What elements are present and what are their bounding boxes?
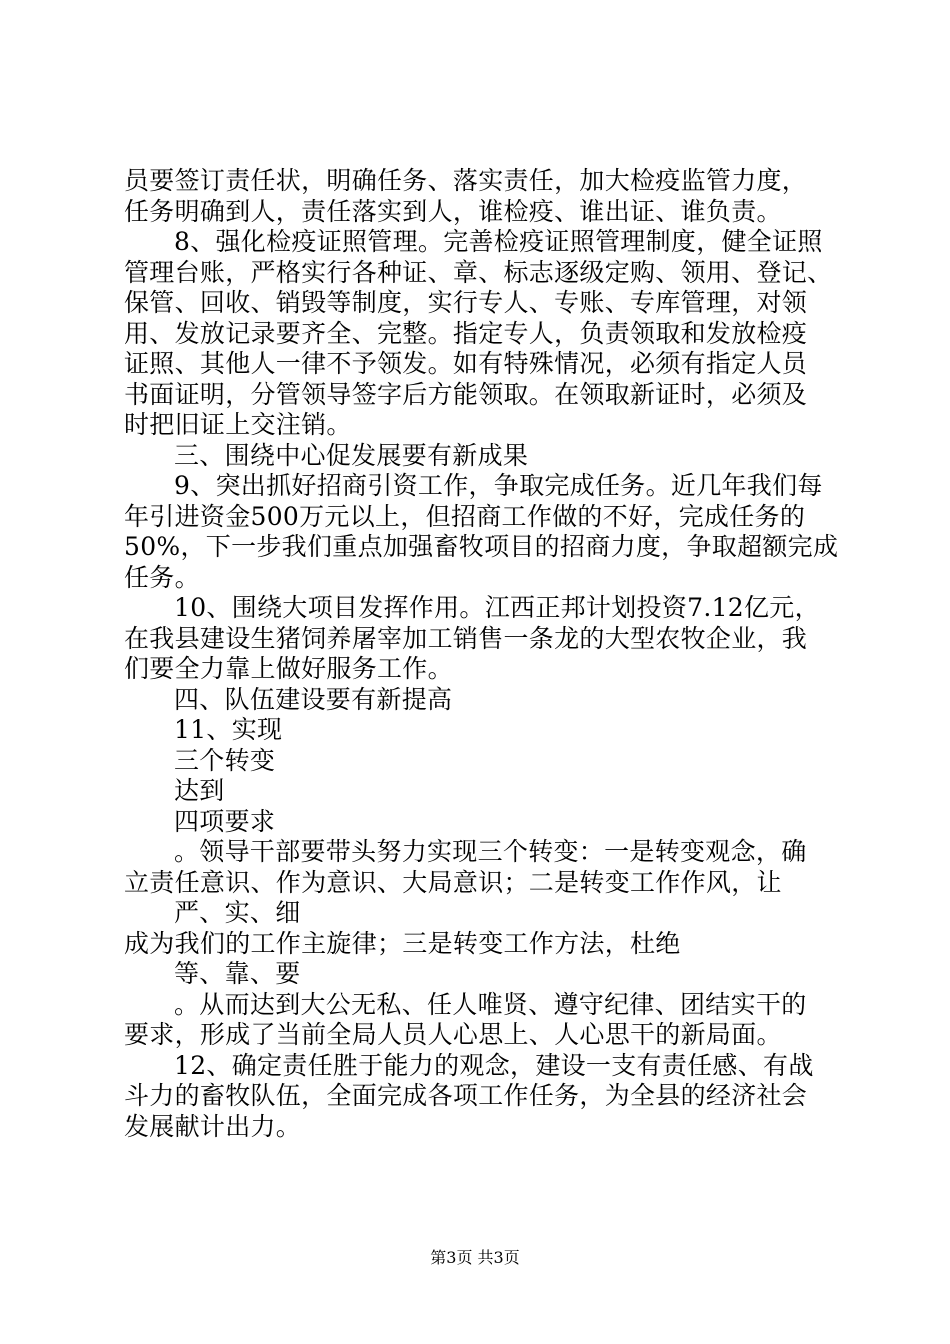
text-line: 三、围绕中心促发展要有新成果 — [174, 440, 529, 470]
text-line: 等、靠、要 — [174, 959, 301, 988]
text-line: 50%，下一步我们重点加强畜牧项目的招商力度，争取超额完成 — [124, 532, 839, 561]
text-line: 任务。 — [124, 562, 200, 592]
text-line: 用、发放记录要齐全、完整。指定专人，负责领取和发放检疫 — [124, 318, 808, 348]
text-line: 证照、其他人一律不予领发。如有特殊情况，必须有指定人员 — [124, 349, 808, 378]
text-line: 严、实、细 — [174, 898, 301, 927]
page-footer: 第3页 共3页 — [430, 1248, 520, 1267]
text-line: 四项要求 — [174, 806, 276, 836]
text-line: 立责任意识、作为意识、大局意识；二是转变工作作风，让 — [124, 867, 782, 897]
text-line: 成为我们的工作主旋律；三是转变工作方法，杜绝 — [124, 928, 681, 958]
text-line: 保管、回收、销毁等制度，实行专人、专账、专库管理，对领 — [124, 288, 808, 317]
text-line: 要求，形成了当前全局人员人心思上、人心思干的新局面。 — [124, 1020, 782, 1049]
text-line: 三个转变 — [174, 745, 276, 775]
text-line: 10、围绕大项目发挥作用。江西正邦计划投资7.12亿元， — [174, 593, 820, 622]
text-line: 9、突出抓好招商引资工作，争取完成任务。近几年我们每 — [174, 471, 823, 500]
document-body — [124, 166, 839, 1142]
text-line: 员要签订责任状，明确任务、落实责任，加大检疫监管力度， — [124, 166, 808, 195]
text-line: 8、强化检疫证照管理。完善检疫证照管理制度，健全证照 — [174, 227, 823, 256]
text-line: 们要全力靠上做好服务工作。 — [124, 654, 453, 683]
text-line: 年引进资金500万元以上，但招商工作做的不好，完成任务的 — [124, 501, 806, 531]
text-line: 。从而达到大公无私、任人唯贤、遵守纪律、团结实干的 — [174, 989, 807, 1019]
text-line: 发展献计出力。 — [124, 1111, 302, 1141]
text-line: 管理台账，严格实行各种证、章、标志逐级定购、领用、登记、 — [124, 257, 833, 287]
text-line: 12、确定责任胜于能力的观念，建设一支有责任感、有战 — [174, 1050, 814, 1080]
text-line: 书面证明，分管领导签字后方能领取。在领取新证时，必须及 — [124, 379, 808, 409]
text-line: 在我县建设生猪饲养屠宰加工销售一条龙的大型农牧企业，我 — [124, 623, 808, 653]
text-line: 斗力的畜牧队伍，全面完成各项工作任务，为全县的经济社会 — [124, 1081, 808, 1110]
text-line: 任务明确到人，责任落实到人，谁检疫、谁出证、谁负责。 — [124, 196, 782, 226]
text-line: 。领导干部要带头努力实现三个转变：一是转变观念，确 — [174, 837, 807, 866]
text-line: 11、实现 — [174, 715, 283, 744]
text-line: 时把旧证上交注销。 — [124, 410, 352, 439]
text-line: 四、队伍建设要有新提高 — [174, 684, 453, 714]
text-line: 达到 — [174, 776, 225, 805]
